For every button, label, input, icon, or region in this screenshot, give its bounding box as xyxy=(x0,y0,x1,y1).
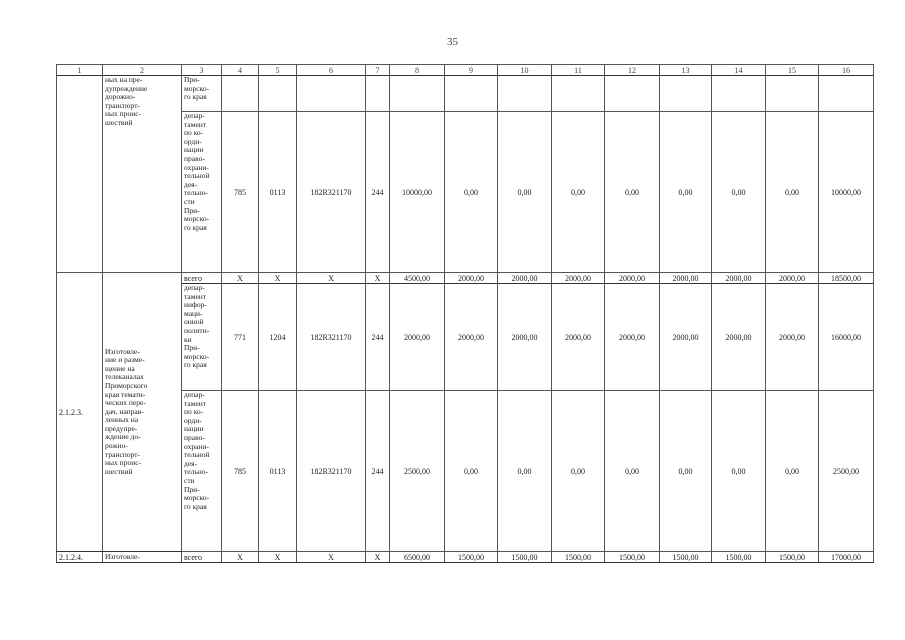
value-cell: 2000,00 xyxy=(552,284,605,391)
value-cell: 0,00 xyxy=(766,112,819,273)
value-cell: 0113 xyxy=(259,112,297,273)
value-cell: X xyxy=(259,552,297,563)
executor-cell: депар- тамент по ко- орди- нации право- охрани- тельной дея- тельно- сти При- морско- го края xyxy=(182,112,222,273)
header-cell: 16 xyxy=(819,65,874,76)
empty-cell xyxy=(660,76,712,112)
value-cell: 0,00 xyxy=(552,391,605,552)
header-cell: 9 xyxy=(445,65,498,76)
value-cell: X xyxy=(222,273,259,284)
header-cell: 13 xyxy=(660,65,712,76)
row-number-cell: 2.1.2.3. xyxy=(57,273,103,552)
value-cell: X xyxy=(222,552,259,563)
value-cell: 0,00 xyxy=(605,112,660,273)
value-cell: 0,00 xyxy=(552,112,605,273)
value-cell: 10000,00 xyxy=(819,112,874,273)
header-cell: 11 xyxy=(552,65,605,76)
value-cell: 2000,00 xyxy=(445,273,498,284)
row-number-cell xyxy=(57,76,103,273)
header-cell: 7 xyxy=(366,65,390,76)
value-cell: 2000,00 xyxy=(605,284,660,391)
value-cell: 2000,00 xyxy=(712,284,766,391)
value-cell: 2000,00 xyxy=(766,284,819,391)
header-cell: 4 xyxy=(222,65,259,76)
header-cell: 15 xyxy=(766,65,819,76)
value-cell: 2000,00 xyxy=(552,273,605,284)
empty-cell xyxy=(297,76,366,112)
value-cell: 2000,00 xyxy=(660,273,712,284)
header-cell: 12 xyxy=(605,65,660,76)
empty-cell xyxy=(819,76,874,112)
value-cell: 2000,00 xyxy=(712,273,766,284)
value-cell: 1500,00 xyxy=(552,552,605,563)
value-cell: 2000,00 xyxy=(660,284,712,391)
total-label-cell: всего xyxy=(182,273,222,284)
table-row xyxy=(57,273,874,284)
header-cell: 5 xyxy=(259,65,297,76)
value-cell: 182R321170 xyxy=(297,391,366,552)
value-cell: 1500,00 xyxy=(605,552,660,563)
value-cell: X xyxy=(297,273,366,284)
empty-cell xyxy=(390,76,445,112)
header-cell: 8 xyxy=(390,65,445,76)
value-cell: 2000,00 xyxy=(390,284,445,391)
value-cell: 244 xyxy=(366,391,390,552)
empty-cell xyxy=(222,76,259,112)
value-cell: 16000,00 xyxy=(819,284,874,391)
value-cell: 0,00 xyxy=(445,391,498,552)
value-cell: X xyxy=(297,552,366,563)
empty-cell xyxy=(605,76,660,112)
value-cell: 10000,00 xyxy=(390,112,445,273)
event-name-cell: Изготовле- xyxy=(103,552,182,563)
total-label-cell: всего xyxy=(182,552,222,563)
page-number: 35 xyxy=(447,36,458,48)
executor-cell: депар- тамент инфор- маци- онной полити- ки При- морско- го края xyxy=(182,284,222,391)
value-cell: 18500,00 xyxy=(819,273,874,284)
header-cell: 14 xyxy=(712,65,766,76)
value-cell: 771 xyxy=(222,284,259,391)
header-row xyxy=(57,65,874,76)
value-cell: 1500,00 xyxy=(660,552,712,563)
value-cell: 6500,00 xyxy=(390,552,445,563)
budget-table xyxy=(56,64,874,563)
row-number-cell: 2.1.2.4. xyxy=(57,552,103,563)
executor-cell: депар- тамент по ко- орди- нации право- охрани- тельной дея- тельно- сти При- морско- го края xyxy=(182,391,222,552)
value-cell: 1500,00 xyxy=(712,552,766,563)
table-row xyxy=(57,76,874,112)
empty-cell xyxy=(259,76,297,112)
value-cell: 1204 xyxy=(259,284,297,391)
executor-cell: При- морско- го края xyxy=(182,76,222,112)
header-cell: 1 xyxy=(57,65,103,76)
value-cell: 244 xyxy=(366,112,390,273)
value-cell: 2000,00 xyxy=(498,273,552,284)
value-cell: 4500,00 xyxy=(390,273,445,284)
event-name-cell: Изготовле- ние и разме- щение на телеканалах Приморского края темати- ческих пере- дач, направ- ленных на предупре- ждение до- рожно- транспорт- ных проис- шествий xyxy=(103,273,182,552)
value-cell: 182R321170 xyxy=(297,112,366,273)
value-cell: 0,00 xyxy=(605,391,660,552)
empty-cell xyxy=(712,76,766,112)
value-cell: 1500,00 xyxy=(445,552,498,563)
value-cell: 2000,00 xyxy=(605,273,660,284)
value-cell: 0,00 xyxy=(498,391,552,552)
value-cell: 785 xyxy=(222,391,259,552)
value-cell: 785 xyxy=(222,112,259,273)
value-cell: 0113 xyxy=(259,391,297,552)
empty-cell xyxy=(498,76,552,112)
value-cell: 2500,00 xyxy=(819,391,874,552)
value-cell: 1500,00 xyxy=(498,552,552,563)
header-cell: 6 xyxy=(297,65,366,76)
value-cell: 0,00 xyxy=(445,112,498,273)
header-cell: 10 xyxy=(498,65,552,76)
value-cell: X xyxy=(259,273,297,284)
value-cell: 0,00 xyxy=(712,391,766,552)
empty-cell xyxy=(366,76,390,112)
value-cell: 0,00 xyxy=(660,391,712,552)
empty-cell xyxy=(552,76,605,112)
value-cell: 182R321170 xyxy=(297,284,366,391)
value-cell: 0,00 xyxy=(766,391,819,552)
value-cell: 1500,00 xyxy=(766,552,819,563)
value-cell: X xyxy=(366,273,390,284)
value-cell: 2000,00 xyxy=(498,284,552,391)
value-cell: 2000,00 xyxy=(445,284,498,391)
empty-cell xyxy=(445,76,498,112)
header-cell: 3 xyxy=(182,65,222,76)
value-cell: X xyxy=(366,552,390,563)
header-cell: 2 xyxy=(103,65,182,76)
empty-cell xyxy=(766,76,819,112)
value-cell: 17000,00 xyxy=(819,552,874,563)
value-cell: 244 xyxy=(366,284,390,391)
table-row xyxy=(57,552,874,563)
value-cell: 0,00 xyxy=(712,112,766,273)
event-name-cell: ных на пре- дупреждение дорожно- транспорт- ных проис- шествий xyxy=(103,76,182,273)
value-cell: 2000,00 xyxy=(766,273,819,284)
value-cell: 2500,00 xyxy=(390,391,445,552)
value-cell: 0,00 xyxy=(498,112,552,273)
value-cell: 0,00 xyxy=(660,112,712,273)
